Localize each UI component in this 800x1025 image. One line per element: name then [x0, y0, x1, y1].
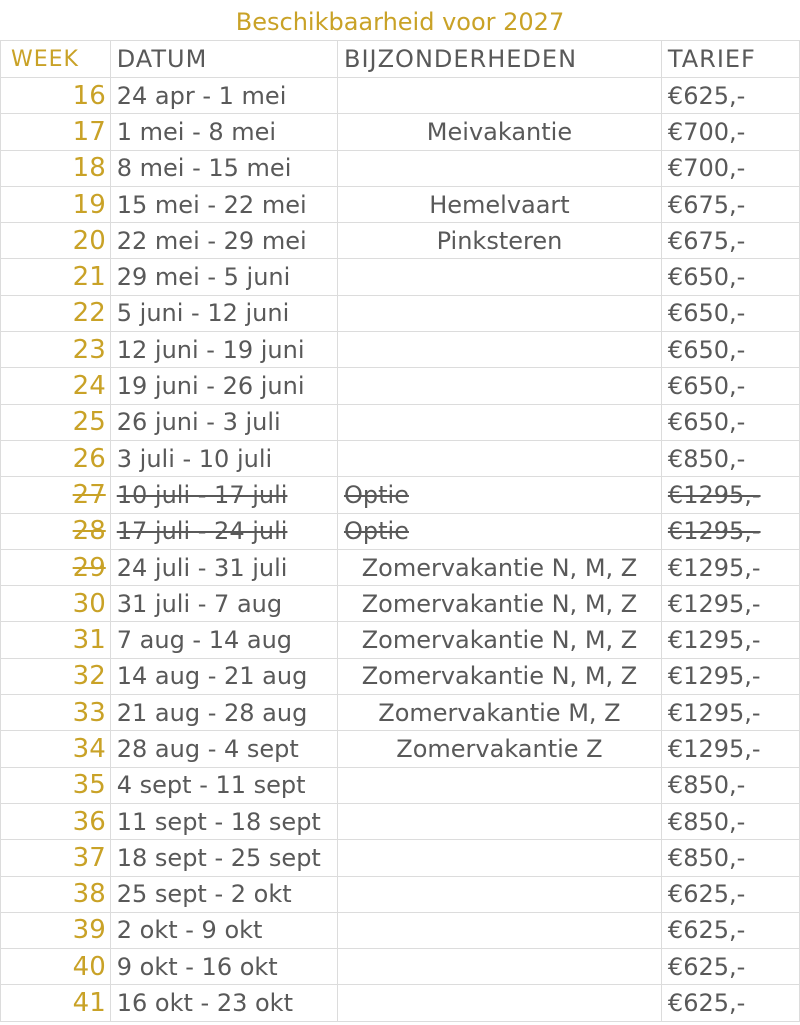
rate-cell: [661, 223, 799, 259]
table-row: [1, 477, 800, 513]
date-cell-text: 18 sept - 25 sept: [116, 843, 321, 872]
date-cell: [110, 440, 337, 476]
date-cell-text: 3 juli - 10 juli: [116, 444, 273, 473]
note-cell: [337, 513, 661, 549]
rate-cell: [661, 368, 799, 404]
week-cell: [1, 985, 111, 1021]
rate-cell-text: €650,-: [667, 263, 746, 292]
week-cell: [1, 513, 111, 549]
rate-cell-text: €625,-: [667, 880, 746, 909]
week-cell-text: 28: [72, 516, 106, 547]
date-cell-text: 11 sept - 18 sept: [116, 807, 321, 836]
week-cell-text: 18: [72, 153, 106, 184]
rate-cell: [661, 186, 799, 222]
table-row: [1, 767, 800, 803]
rate-cell-text: €850,-: [667, 771, 746, 800]
note-cell: [337, 949, 661, 985]
rate-cell: [661, 150, 799, 186]
week-cell: [1, 440, 111, 476]
date-cell: [110, 549, 337, 585]
week-cell-text: 19: [72, 189, 106, 220]
rate-cell: [661, 586, 799, 622]
date-cell: [110, 295, 337, 331]
date-cell: [110, 840, 337, 876]
week-cell: [1, 332, 111, 368]
week-cell-text: 32: [72, 661, 106, 692]
rate-cell: [661, 404, 799, 440]
note-cell-text: Hemelvaart: [429, 190, 570, 219]
rate-cell: [661, 912, 799, 948]
week-cell: [1, 259, 111, 295]
rate-cell: [661, 622, 799, 658]
rate-cell-text: €650,-: [667, 408, 746, 437]
note-cell: [337, 586, 661, 622]
date-cell: [110, 513, 337, 549]
note-cell: [337, 223, 661, 259]
date-cell: [110, 477, 337, 513]
table-row: [1, 368, 800, 404]
week-cell-text: 22: [72, 298, 106, 329]
week-cell: [1, 295, 111, 331]
week-cell-text: 38: [72, 879, 106, 910]
date-cell: [110, 985, 337, 1021]
rate-cell: [661, 259, 799, 295]
table-row: [1, 440, 800, 476]
week-cell: [1, 803, 111, 839]
date-cell: [110, 803, 337, 839]
rate-cell-text: €1295,-: [667, 734, 761, 763]
date-cell-text: 24 juli - 31 juli: [116, 553, 288, 582]
week-cell-text: 39: [72, 915, 106, 946]
date-cell: [110, 658, 337, 694]
rate-cell: [661, 767, 799, 803]
note-cell: [337, 767, 661, 803]
week-cell: [1, 368, 111, 404]
rate-cell: [661, 876, 799, 912]
note-cell: [337, 404, 661, 440]
rate-cell-text: €1295,-: [667, 698, 761, 727]
week-cell: [1, 223, 111, 259]
date-cell-text: 9 okt - 16 okt: [116, 952, 278, 981]
date-cell: [110, 586, 337, 622]
rate-cell-text: €675,-: [667, 190, 746, 219]
week-cell-text: 33: [72, 697, 106, 728]
note-cell-text: Zomervakantie N, M, Z: [361, 589, 638, 618]
table-row: [1, 513, 800, 549]
week-cell-text: 31: [72, 625, 106, 656]
table-row: [1, 695, 800, 731]
note-cell-text: Zomervakantie M, Z: [378, 698, 621, 727]
rate-cell-text: €650,-: [667, 299, 746, 328]
date-cell: [110, 223, 337, 259]
date-cell-text: 26 juni - 3 juli: [116, 408, 281, 437]
rate-cell-text: €1295,-: [667, 589, 761, 618]
note-cell: [337, 695, 661, 731]
date-cell: [110, 695, 337, 731]
note-cell-text: Zomervakantie N, M, Z: [361, 626, 638, 655]
note-cell-text: Zomervakantie N, M, Z: [361, 553, 638, 582]
date-cell-text: 29 mei - 5 juni: [116, 263, 291, 292]
week-cell-text: 27: [72, 479, 106, 510]
note-cell-text: Pinksteren: [436, 226, 563, 255]
rate-cell-text: €700,-: [667, 117, 746, 146]
week-cell: [1, 949, 111, 985]
date-cell: [110, 949, 337, 985]
date-cell-text: 1 mei - 8 mei: [116, 117, 277, 146]
rate-cell: [661, 985, 799, 1021]
week-cell-text: 21: [72, 262, 106, 293]
week-cell: [1, 731, 111, 767]
table-row: [1, 150, 800, 186]
header-note: BIJZONDERHEDEN: [337, 41, 661, 78]
date-cell-text: 8 mei - 15 mei: [116, 154, 292, 183]
rate-cell-text: €625,-: [667, 952, 746, 981]
week-cell: [1, 404, 111, 440]
week-cell: [1, 658, 111, 694]
date-cell-text: 22 mei - 29 mei: [116, 226, 307, 255]
date-cell: [110, 259, 337, 295]
date-cell-text: 16 okt - 23 okt: [116, 989, 293, 1018]
date-cell-text: 25 sept - 2 okt: [116, 880, 292, 909]
note-cell: [337, 803, 661, 839]
week-cell-text: 25: [72, 407, 106, 438]
header-date: DATUM: [110, 41, 337, 78]
header-week: WEEK: [1, 41, 111, 78]
rate-cell: [661, 549, 799, 585]
note-cell: [337, 114, 661, 150]
date-cell-text: 5 juni - 12 juni: [116, 299, 290, 328]
week-cell-text: 24: [72, 371, 106, 402]
week-cell: [1, 622, 111, 658]
week-cell-text: 20: [72, 225, 106, 256]
note-cell-text: Zomervakantie N, M, Z: [361, 662, 638, 691]
date-cell: [110, 186, 337, 222]
rate-cell-text: €675,-: [667, 226, 746, 255]
date-cell-text: 10 juli - 17 juli: [116, 480, 288, 509]
rate-cell: [661, 949, 799, 985]
note-cell: [337, 368, 661, 404]
note-cell: [337, 150, 661, 186]
table-row: [1, 223, 800, 259]
week-cell: [1, 695, 111, 731]
availability-table: [0, 40, 800, 1022]
rate-cell: [661, 513, 799, 549]
table-row: [1, 259, 800, 295]
date-cell: [110, 767, 337, 803]
rate-cell-text: €650,-: [667, 372, 746, 401]
table-row: [1, 332, 800, 368]
week-cell-text: 41: [72, 988, 106, 1019]
date-cell-text: 4 sept - 11 sept: [116, 771, 306, 800]
date-cell: [110, 404, 337, 440]
rate-cell-text: €1295,-: [667, 480, 761, 509]
date-cell-text: 28 aug - 4 sept: [116, 734, 299, 763]
date-cell-text: 2 okt - 9 okt: [116, 916, 263, 945]
rate-cell: [661, 295, 799, 331]
date-cell: [110, 622, 337, 658]
note-cell: [337, 731, 661, 767]
week-cell-text: 26: [72, 443, 106, 474]
table-row: [1, 586, 800, 622]
table-row: [1, 803, 800, 839]
header-rate: TARIEF: [661, 41, 799, 78]
date-cell: [110, 78, 337, 114]
rate-cell-text: €850,-: [667, 807, 746, 836]
rate-cell-text: €1295,-: [667, 626, 761, 655]
week-cell-text: 40: [72, 951, 106, 982]
week-cell: [1, 186, 111, 222]
date-cell-text: 12 juni - 19 juni: [116, 335, 305, 364]
rate-cell: [661, 695, 799, 731]
note-cell: [337, 549, 661, 585]
week-cell: [1, 767, 111, 803]
week-cell: [1, 840, 111, 876]
note-cell: [337, 622, 661, 658]
date-cell: [110, 150, 337, 186]
table-row: [1, 404, 800, 440]
note-cell: [337, 78, 661, 114]
week-cell-text: 36: [72, 806, 106, 837]
table-row: [1, 114, 800, 150]
week-cell-text: 17: [72, 116, 106, 147]
rate-cell: [661, 332, 799, 368]
week-cell-text: 37: [72, 842, 106, 873]
note-cell: [337, 876, 661, 912]
rate-cell-text: €625,-: [667, 81, 746, 110]
week-cell: [1, 114, 111, 150]
date-cell: [110, 731, 337, 767]
table-row: [1, 985, 800, 1021]
week-cell: [1, 549, 111, 585]
note-cell: [337, 259, 661, 295]
note-cell: [337, 658, 661, 694]
date-cell-text: 14 aug - 21 aug: [116, 662, 308, 691]
week-cell: [1, 78, 111, 114]
rate-cell: [661, 440, 799, 476]
note-cell-text: Zomervakantie Z: [396, 734, 603, 763]
rate-cell: [661, 114, 799, 150]
note-cell: [337, 295, 661, 331]
note-cell: [337, 477, 661, 513]
table-row: [1, 840, 800, 876]
note-cell-text: Optie: [343, 517, 409, 546]
note-cell-text: Meivakantie: [426, 117, 573, 146]
week-cell: [1, 477, 111, 513]
week-cell: [1, 876, 111, 912]
rate-cell: [661, 803, 799, 839]
rate-cell-text: €625,-: [667, 916, 746, 945]
table-row: [1, 658, 800, 694]
rate-cell-text: €1295,-: [667, 553, 761, 582]
note-cell-text: Optie: [343, 480, 409, 509]
rate-cell: [661, 840, 799, 876]
note-cell: [337, 186, 661, 222]
date-cell: [110, 368, 337, 404]
table-header-row: [1, 41, 800, 78]
date-cell-text: 19 juni - 26 juni: [116, 372, 305, 401]
rate-cell-text: €650,-: [667, 335, 746, 364]
week-cell-text: 23: [72, 334, 106, 365]
date-cell-text: 24 apr - 1 mei: [116, 81, 287, 110]
rate-cell: [661, 658, 799, 694]
table-row: [1, 295, 800, 331]
table-row: [1, 949, 800, 985]
week-cell: [1, 586, 111, 622]
table-row: [1, 78, 800, 114]
note-cell: [337, 840, 661, 876]
week-cell: [1, 912, 111, 948]
rate-cell-text: €625,-: [667, 989, 746, 1018]
date-cell-text: 7 aug - 14 aug: [116, 626, 293, 655]
table-row: [1, 876, 800, 912]
rate-cell: [661, 477, 799, 513]
table-row: [1, 731, 800, 767]
note-cell: [337, 332, 661, 368]
rate-cell-text: €850,-: [667, 843, 746, 872]
note-cell: [337, 912, 661, 948]
table-row: [1, 622, 800, 658]
rate-cell: [661, 731, 799, 767]
week-cell-text: 30: [72, 588, 106, 619]
date-cell-text: 31 juli - 7 aug: [116, 589, 283, 618]
rate-cell-text: €700,-: [667, 154, 746, 183]
week-cell-text: 16: [72, 80, 106, 111]
rate-cell-text: €850,-: [667, 444, 746, 473]
week-cell-text: 29: [72, 552, 106, 583]
table-row: [1, 186, 800, 222]
note-cell: [337, 440, 661, 476]
table-row: [1, 549, 800, 585]
rate-cell: [661, 78, 799, 114]
date-cell-text: 17 juli - 24 juli: [116, 517, 288, 546]
date-cell: [110, 332, 337, 368]
rate-cell-text: €1295,-: [667, 662, 761, 691]
table-row: [1, 912, 800, 948]
note-cell: [337, 985, 661, 1021]
week-cell-text: 35: [72, 770, 106, 801]
week-cell: [1, 150, 111, 186]
sheet-title: Beschikbaarheid voor 2027: [235, 8, 565, 36]
week-cell-text: 34: [72, 733, 106, 764]
date-cell-text: 15 mei - 22 mei: [116, 190, 307, 219]
date-cell: [110, 912, 337, 948]
rate-cell-text: €1295,-: [667, 517, 761, 546]
date-cell: [110, 876, 337, 912]
date-cell-text: 21 aug - 28 aug: [116, 698, 308, 727]
date-cell: [110, 114, 337, 150]
